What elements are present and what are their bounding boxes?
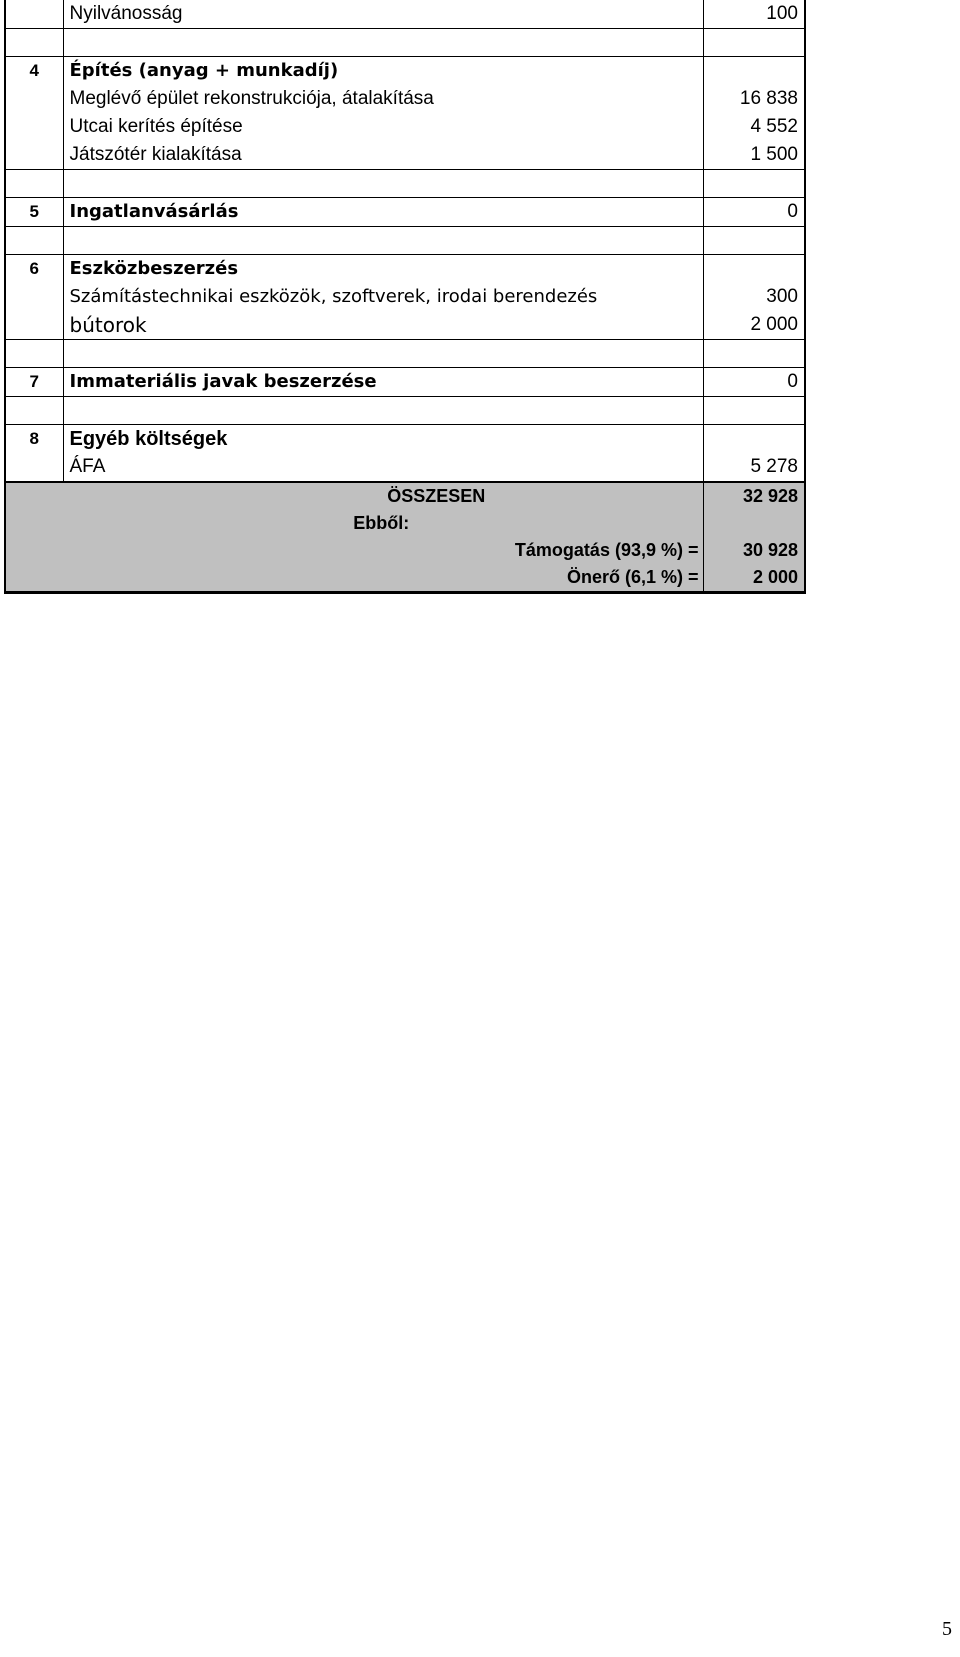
item-label: Számítástechnikai eszközök, szoftverek, irodai berendezés xyxy=(63,283,703,311)
summary-total-row xyxy=(5,482,805,510)
spacer-row xyxy=(5,340,805,368)
table-row xyxy=(5,283,805,311)
section-heading-7 xyxy=(5,368,805,397)
ebbol-label: Ebből: xyxy=(5,510,703,537)
item-value: 4 552 xyxy=(703,113,805,141)
table-row xyxy=(5,85,805,113)
spacer-row xyxy=(5,170,805,198)
item-value: 1 500 xyxy=(703,141,805,170)
support-label: Támogatás (93,9 %) = xyxy=(5,537,703,564)
item-value: 2 000 xyxy=(703,311,805,340)
table-row xyxy=(5,453,805,482)
section-title: Építés (anyag + munkadíj) xyxy=(63,57,703,86)
section-title: Egyéb költségek xyxy=(63,425,703,454)
item-label: ÁFA xyxy=(63,453,703,482)
item-value: 16 838 xyxy=(703,85,805,113)
total-value: 32 928 xyxy=(703,482,805,510)
item-label: Játszótér kialakítása xyxy=(63,141,703,170)
summary-own-row xyxy=(5,564,805,593)
item-label: Meglévő épület rekonstrukciója, átalakítása xyxy=(63,85,703,113)
section-number: 7 xyxy=(5,368,63,397)
budget-table xyxy=(4,0,806,594)
own-label: Önerő (6,1 %) = xyxy=(5,564,703,593)
item-value-nyilvanossag: 100 xyxy=(703,0,805,29)
item-value: 300 xyxy=(703,283,805,311)
item-label-nyilvanossag: Nyilvánosság xyxy=(63,0,703,29)
section-number: 8 xyxy=(5,425,63,454)
section-value: 0 xyxy=(703,368,805,397)
spacer-row xyxy=(5,29,805,57)
section-title: Ingatlanvásárlás xyxy=(63,198,703,227)
table-row xyxy=(5,113,805,141)
table-row xyxy=(5,0,805,29)
spacer-row xyxy=(5,227,805,255)
support-value: 30 928 xyxy=(703,537,805,564)
section-number: 6 xyxy=(5,255,63,284)
table-row xyxy=(5,141,805,170)
section-heading-5 xyxy=(5,198,805,227)
summary-ebbol-row xyxy=(5,510,805,537)
spacer-row xyxy=(5,397,805,425)
section-value: 0 xyxy=(703,198,805,227)
row-number xyxy=(5,0,63,29)
page-number: 5 xyxy=(942,1618,952,1640)
own-value: 2 000 xyxy=(703,564,805,593)
item-label: bútorok xyxy=(63,311,703,340)
section-number: 4 xyxy=(5,57,63,86)
section-heading-6 xyxy=(5,255,805,284)
section-number: 5 xyxy=(5,198,63,227)
item-label: Utcai kerítés építése xyxy=(63,113,703,141)
table-row xyxy=(5,311,805,340)
total-label: ÖSSZESEN xyxy=(5,482,703,510)
section-heading-8 xyxy=(5,425,805,454)
section-title: Eszközbeszerzés xyxy=(63,255,703,284)
section-heading-4 xyxy=(5,57,805,86)
item-value: 5 278 xyxy=(703,453,805,482)
section-title: Immateriális javak beszerzése xyxy=(63,368,703,397)
summary-support-row xyxy=(5,537,805,564)
